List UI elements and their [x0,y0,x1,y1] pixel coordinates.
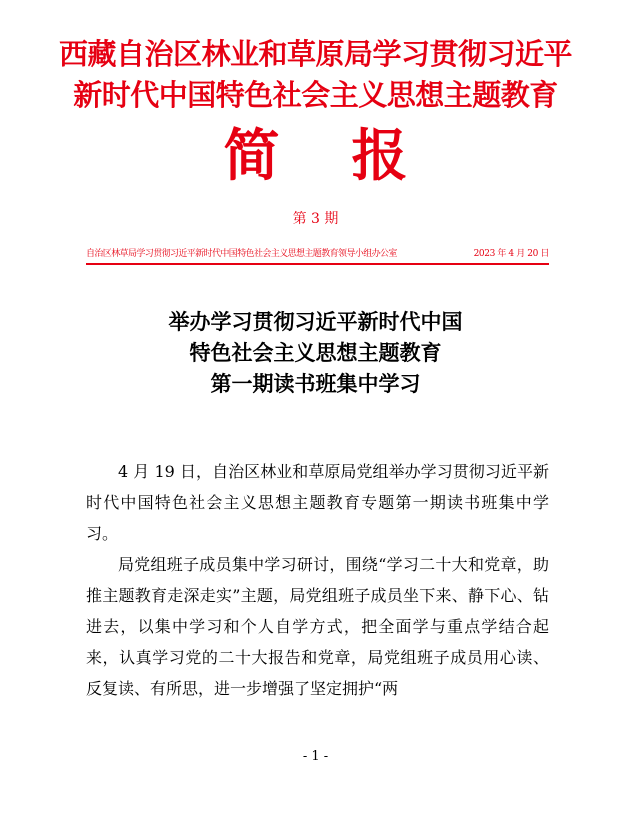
masthead [0,34,631,116]
headline-line-2: 特色社会主义思想主题教育 [189,340,442,365]
headline-line-3: 第一期读书班集中学习 [210,371,421,396]
paragraph: 局党组班子成员集中学习研讨，围绕“学习二十大和党章，助推主题教育走深走实”主题，局党组班子成员坐下来、静下心、钻进去，以集中学习和个人自学方式，把全面学与重点学结合起来，认真学习党的二十大报告和党章，局党组班子成员用心读、反复读、有所思，进一步增强了坚定拥护“两 [86,555,549,698]
page-number: - 1 - [302,749,329,764]
masthead-line-2: 新时代中国特色社会主义思想主题教育 [73,78,558,112]
headline-line-1: 举办学习贯彻习近平新时代中国 [168,309,463,334]
brief-title: 简报 [223,123,480,189]
paragraph: 4 月 19 日，自治区林业和草原局党组举办学习贯彻习近平新时代中国特色社会主义思想主题教育专题第一期读书班集中学习。 [86,462,549,543]
issuer-office: 自治区林草局学习贯彻习近平新时代中国特色社会主义思想主题教育领导小组办公室 [86,249,397,259]
red-divider [86,263,549,265]
issuer-row [86,247,549,261]
article-body [86,456,549,704]
masthead-line-1: 西藏自治区林业和草原局学习贯彻习近平 [58,37,572,71]
article-headline [0,306,631,399]
issue-number: 第 3 期 [292,211,339,227]
issue-date: 2023 年 4 月 20 日 [473,249,549,259]
